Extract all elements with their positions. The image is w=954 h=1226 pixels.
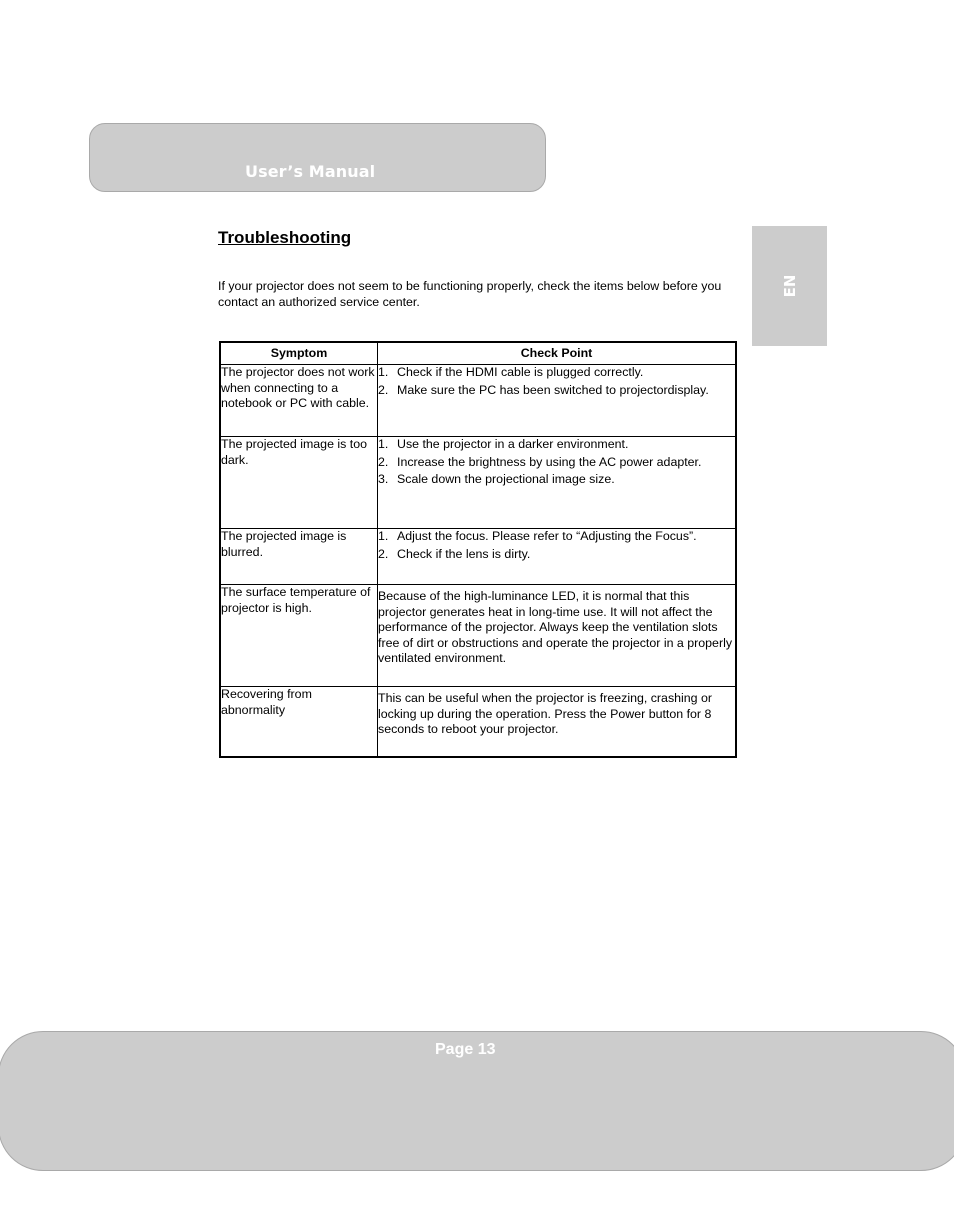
item-number: 2. <box>378 382 389 397</box>
symptom-cell: The surface temperature of projector is high. <box>220 585 378 687</box>
check-point-cell <box>378 585 737 687</box>
table-row <box>220 585 736 687</box>
item-text: Adjust the focus. Please refer to “Adjusting the Focus”. <box>397 529 697 543</box>
check-point-list <box>378 437 735 488</box>
section-title: Troubleshooting <box>218 228 352 247</box>
manual-title: User’s Manual <box>245 162 376 181</box>
item-number: 1. <box>378 365 389 379</box>
item-number: 2. <box>378 454 389 469</box>
item-text: Make sure the PC has been switched to projectordisplay. <box>397 382 709 397</box>
list-item <box>378 455 735 471</box>
item-text: Scale down the projectional image size. <box>397 472 615 486</box>
check-point-cell <box>378 687 737 758</box>
symptom-cell: The projector does not work when connecting to a notebook or PC with cable. <box>220 365 378 437</box>
check-point-paragraph: Because of the high-luminance LED, it is normal that this projector generates heat in long-time use. It will not affect the performance of the projector. Always keep the ventilation slots free of dirt or obstructions and operate the projector in a properly ventilated environment. <box>378 589 733 665</box>
check-point-header: Check Point <box>378 342 737 365</box>
symptom-cell: The projected image is too dark. <box>220 437 378 529</box>
intro-paragraph: If your projector does not seem to be functioning properly, check the items below before you contact an authorized service center. <box>218 279 722 309</box>
language-tab <box>752 226 827 346</box>
table-row <box>220 437 736 529</box>
list-item <box>378 472 735 488</box>
symptom-cell: The projected image is blurred. <box>220 529 378 585</box>
language-label: EN <box>780 274 799 298</box>
table-header-row <box>220 342 736 365</box>
list-item <box>378 529 735 545</box>
table-row <box>220 529 736 585</box>
troubleshooting-table <box>219 341 737 758</box>
page-number: Page 13 <box>435 1041 496 1058</box>
item-number: 1. <box>378 437 389 451</box>
list-item <box>378 365 735 381</box>
check-point-list <box>378 365 735 398</box>
check-point-cell <box>378 437 737 529</box>
item-text: Check if the lens is dirty. <box>397 546 531 561</box>
symptom-header: Symptom <box>220 342 378 365</box>
header-tab <box>89 123 546 192</box>
table-row <box>220 365 736 437</box>
check-point-cell <box>378 529 737 585</box>
item-number: 1. <box>378 529 389 543</box>
item-text: Increase the brightness by using the AC power adapter. <box>397 454 702 469</box>
item-text: Use the projector in a darker environment. <box>397 437 629 451</box>
check-point-cell <box>378 365 737 437</box>
table-row <box>220 687 736 758</box>
list-item <box>378 383 735 399</box>
symptom-cell: Recovering from abnormality <box>220 687 378 758</box>
check-point-list <box>378 529 735 562</box>
item-number: 2. <box>378 546 389 561</box>
list-item <box>378 437 735 453</box>
check-point-paragraph: This can be useful when the projector is freezing, crashing or locking up during the operation. Press the Power button for 8 seconds to reboot your projector. <box>378 691 713 736</box>
list-item <box>378 547 735 563</box>
item-text: Check if the HDMI cable is plugged correctly. <box>397 365 644 379</box>
item-number: 3. <box>378 472 389 486</box>
